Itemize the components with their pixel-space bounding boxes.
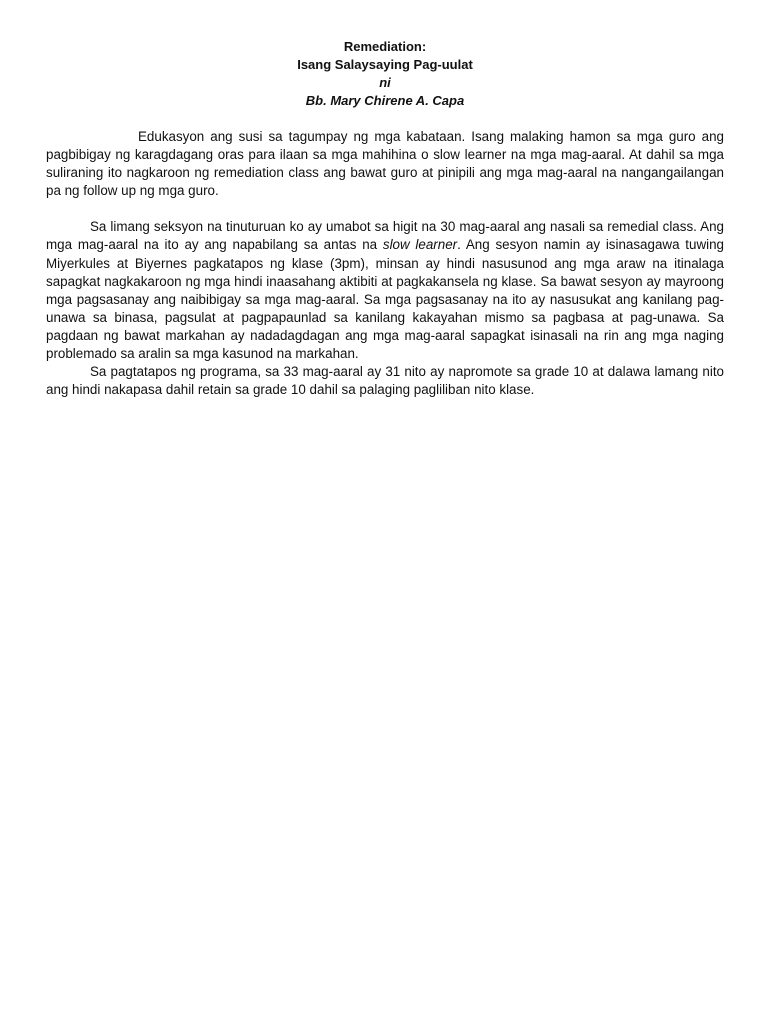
paragraph-2-text-a: Sa limang seksyon na tinuturuan ko ay umabot sa higit na 30 mag-aaral ang nasali sa remedial class. Ang mga mag-aaral na ito ay ang napabilang sa antas na xyxy=(46,219,724,253)
byline-ni: ni xyxy=(379,75,391,90)
paragraph-3: Sa pagtatapos ng programa, sa 33 mag-aaral ay 31 nito ay napromote sa grade 10 at dalawa lamang nito ang hindi nakapasa dahil retain sa grade 10 dahil sa palaging pagliliban nito klase. xyxy=(46,364,724,398)
document-body xyxy=(46,128,724,399)
header-label: Remediation: xyxy=(343,39,427,54)
document-page xyxy=(46,38,724,399)
document-header xyxy=(46,38,724,110)
document-title: Isang Salaysaying Pag-uulat xyxy=(297,57,473,72)
paragraph-2-text-b: . Ang sesyon namin ay isinasagawa tuwing Miyerkules at Biyernes pagkatapos ng klase (3pm), minsan ay hindi nasusunod ang mga araw na itinalaga sapagkat nagkakaroon ng mga hindi inaasahang aktibiti at pagkakansela ng klase. Sa bawat sesyon ay mayroong mga pagsasanay ang naibibigay sa mga mag-aaral. Sa mga pagsasanay na ito ay nasusukat ang kanilang pag-unawa sa binasa, pagsulat at pagpapaunlad sa kanilang kakayahan mismo sa pagbasa at pag-unawa. Sa pagdaan ng bawat markahan ay nadadagdagan ang mga mag-aaral sapagkat isinasali na rin ang mga naging problemado sa aralin sa mga kasunod na markahan. xyxy=(46,237,724,362)
paragraph-2 xyxy=(46,218,724,363)
author-name: Bb. Mary Chirene A. Capa xyxy=(305,93,465,108)
paragraph-2-emphasis: slow learner xyxy=(382,237,458,253)
paragraph-1: Edukasyon ang susi sa tagumpay ng mga kabataan. Isang malaking hamon sa mga guro ang pagbibigay ng karagdagang oras para ilaan sa mga mahihina o slow learner na mga mag-aaral. At dahil sa mga suliraning ito nagkaroon ng remediation class ang bawat guro at pinipili ang mga mag-aaral na nangangailangan pa ng follow up ng mga guro. xyxy=(46,129,724,199)
